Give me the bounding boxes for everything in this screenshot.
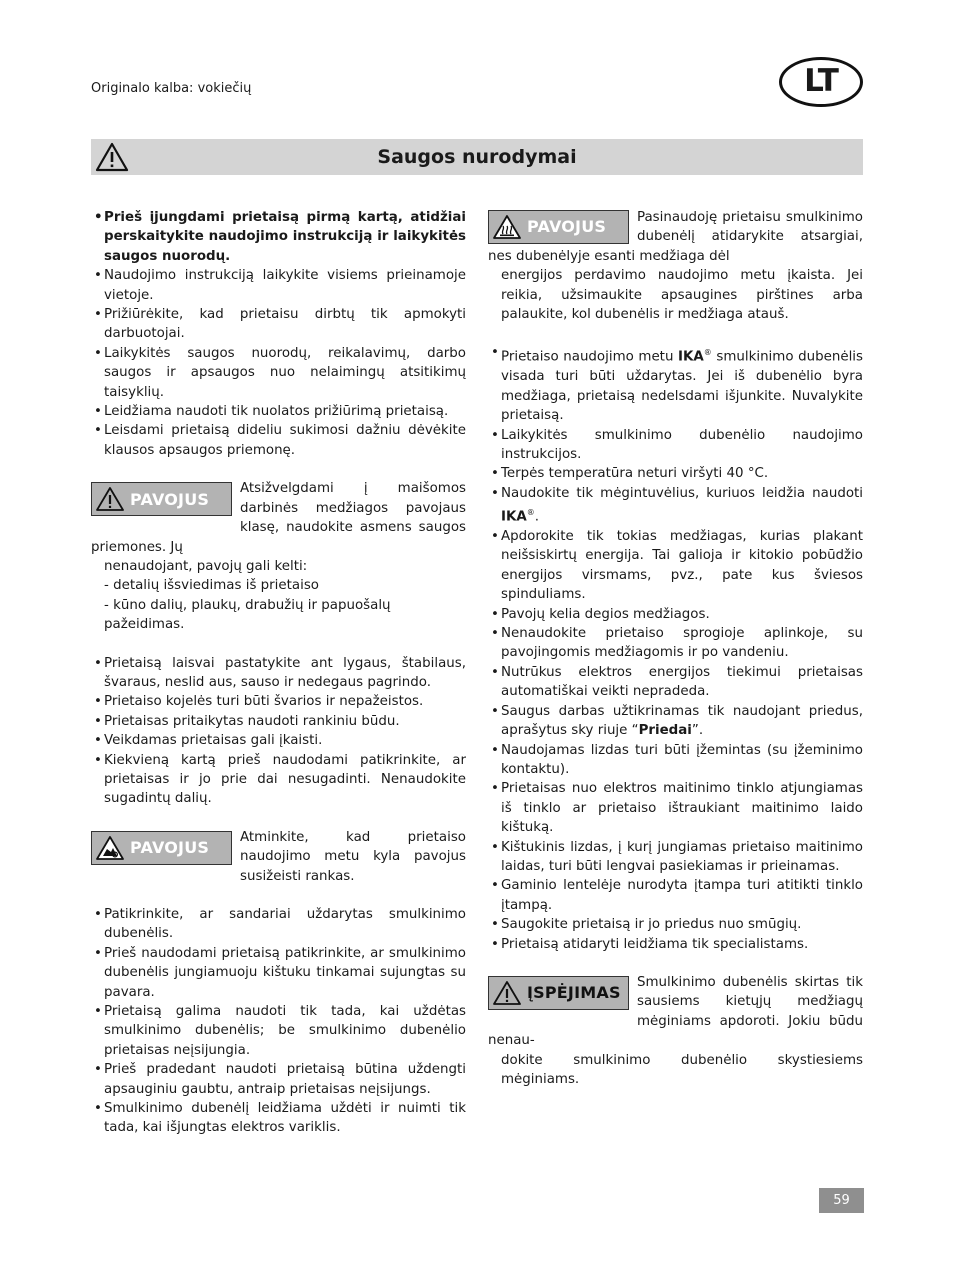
hazard-notice-hands bbox=[91, 828, 466, 886]
list-item-ika-tubes: • Naudokite tik mėgintuvėlius, kuriuos leidžia naudoti IKA®. bbox=[488, 484, 863, 527]
list-item-accessories: • Saugus darbas užtikrinamas tik naudojant priedus, aprašytus sky riuje “Priedai”. bbox=[488, 702, 863, 741]
list-item: • Smulkinimo dubenėlį leidžiama uždėti ir nuimti tik tada, kai išjungtas elektros variklis. bbox=[91, 1099, 466, 1138]
warning-label: ĮSPĖJIMAS bbox=[527, 983, 621, 1003]
hazard-item: - kūno dalių, plaukų, drabužių ir papuošalų pažeidimas. bbox=[104, 597, 391, 633]
bullet-list-setup bbox=[91, 654, 466, 809]
list-item: • Naudojimo instrukciją laikykite visiems prieinamoje vietoje. bbox=[91, 266, 466, 305]
list-item: • Kiekvieną kartą prieš naudodami patikrinkite, ar prietaisas ir jo prie dai nesugadinti. Nenaudokite sugadintų dalių. bbox=[91, 751, 466, 809]
list-item: • Prietaiso kojelės turi būti švarios ir nepažeistos. bbox=[91, 692, 466, 711]
list-item: • Prižiūrėkite, kad prietaisu dirbtų tik apmokyti darbuotojai. bbox=[91, 305, 466, 344]
list-item: • Kištukinis lizdas, į kurį jungiamas prietaiso maitinimo laidas, turi būti lengvai pasiekiamas ir prieinamas. bbox=[488, 838, 863, 877]
hazard-text: Atsižvelgdami į maišomos darbinės medžiagos pavojaus klasę, naudokite asmens saugos priemones. Jų bbox=[91, 481, 466, 555]
list-item: • Saugokite prietaisą ir jo priedus nuo smūgių. bbox=[488, 915, 863, 934]
bullet-list-bowl bbox=[91, 905, 466, 1138]
list-item: • Naudojamas lizdas turi būti įžemintas (su įžeminimo kontaktu). bbox=[488, 741, 863, 780]
section-title-bar bbox=[91, 139, 863, 175]
danger-label: PAVOJUS bbox=[130, 838, 210, 858]
list-item: • Apdorokite tik tokias medžiagas, kurias plakant neišsiskirtų energija. Tai galioja ir kitokio pobūdžio energijos virsmams, pvz., pate kus šviesos spinduliams. bbox=[488, 527, 863, 605]
list-item: • Leisdami prietaisą dideliu sukimosi dažniu dėvėkite klausos apsaugos priemonę. bbox=[91, 421, 466, 460]
warning-triangle-icon bbox=[492, 980, 522, 1006]
list-item: • Prietaisą galima naudoti tik tada, kai uždėtas smulkinimo dubenėlis; be smulkinimo dubenėlio prietaisas neįsijungia. bbox=[91, 1002, 466, 1060]
danger-label: PAVOJUS bbox=[527, 217, 607, 237]
list-item: • Nutrūkus elektros energijos tiekimui prietaisas automatiškai veikti nepradeda. bbox=[488, 663, 863, 702]
list-item: • Gaminio lentelėje nurodyta įtampa turi atitikti tinklo įtampą. bbox=[488, 876, 863, 915]
warning-label-box bbox=[488, 976, 629, 1010]
hazard-text: Pasinaudoję prietaisu smulkinimo dubenėlį atidarykite atsargiai, nes dubenėlyje esanti medžiaga dėl bbox=[488, 210, 863, 264]
right-column bbox=[488, 208, 863, 1089]
hazard-text-continued: energijos perdavimo naudojimo metu įkaista. Jei reikia, užsimaukite apsaugines pirštines arba palaukite, kol dubenėlis ir medžiaga atauš. bbox=[501, 268, 863, 323]
page-number: 59 bbox=[819, 1188, 864, 1213]
bullet-list-general bbox=[91, 266, 466, 460]
list-item: • Prietaisas pritaikytas naudoti rankiniu būdu. bbox=[91, 712, 466, 731]
list-item: • Prietaisas nuo elektros maitinimo tinklo atjungiamas iš tinklo ar prietaiso ištraukiant maitinimo laido kištuką. bbox=[488, 779, 863, 837]
list-item: • Nenaudokite prietaiso sprogioje aplinkoje, su pavojingomis medžiagomis ir po vandeniu. bbox=[488, 624, 863, 663]
intro-instruction: • Prieš įjungdami prietaisą pirmą kartą, atidžiai perskaitykite naudojimo instrukciją ir laikykitės saugos nuorodų. bbox=[91, 208, 466, 266]
danger-label-box bbox=[91, 482, 232, 516]
hazard-text: Atminkite, kad prietaiso naudojimo metu kyla pavojus susižeisti rankas. bbox=[240, 829, 466, 884]
hazard-item: - detalių išsviedimas iš prietaiso bbox=[104, 578, 319, 594]
hazard-notice-hot-material bbox=[488, 208, 863, 324]
list-item: • Veikdamas prietaisas gali įkaisti. bbox=[91, 731, 466, 750]
language-badge: LT bbox=[779, 57, 863, 107]
list-item: • Prietaisą atidaryti leidžiama tik specialistams. bbox=[488, 935, 863, 954]
list-item: • Leidžiama naudoti tik nuolatos prižiūrimą prietaisą. bbox=[91, 402, 466, 421]
brand-name: IKA bbox=[501, 509, 527, 525]
list-item: • Laikykitės saugos nuorodų, reikalavimų, darbo saugos ir apsaugos nuo nelaimingų atsitikimų taisyklių. bbox=[91, 344, 466, 402]
hand-injury-warning-icon bbox=[95, 835, 125, 861]
list-item: • Prieš pradedant naudoti prietaisą būtina uždengti apsauginiu gaubtu, antraip prietaisas neįsijungs. bbox=[91, 1060, 466, 1099]
list-item: • Prietaisą laisvai pastatykite ant lygaus, štabilaus, švaraus, neslid aus, sauso ir nedegaus pagrindo. bbox=[91, 654, 466, 693]
hazard-text-continued: nenaudojant, pavojų gali kelti: bbox=[104, 558, 308, 574]
list-item-ika-bowl: • Prietaiso naudojimo metu IKA® smulkinimo dubenėlis visada turi būti uždarytas. Jei iš dubenėlio byra medžiaga, prietaisą nedelsdami išjunkite. Nuvalykite prietaisą. bbox=[488, 343, 863, 425]
hot-surface-warning-icon bbox=[492, 214, 522, 240]
list-item: • Terpės temperatūra neturi viršyti 40 °C. bbox=[488, 464, 863, 483]
list-item: • Patikrinkite, ar sandariai uždarytas smulkinimo dubenėlis. bbox=[91, 905, 466, 944]
list-item: • Pavojų kelia degios medžiagos. bbox=[488, 605, 863, 624]
warning-text-continued: dokite smulkinimo dubenėlio skystiesiems mėginiams. bbox=[501, 1052, 863, 1087]
warning-notice-dry-samples bbox=[488, 973, 863, 1089]
page-title: Saugos nurodymai bbox=[377, 146, 577, 168]
danger-label-box bbox=[91, 831, 232, 865]
left-column bbox=[91, 208, 466, 1138]
list-item: • Laikykitės smulkinimo dubenėlio naudojimo instrukcijos. bbox=[488, 426, 863, 465]
warning-triangle-icon bbox=[95, 486, 125, 512]
brand-name: IKA bbox=[678, 349, 704, 365]
warning-text: Smulkinimo dubenėlis skirtas tik sausiems kietųjų medžiagų mėginiams apdoroti. Jokiu būdu nenau- bbox=[488, 974, 863, 1049]
danger-label: PAVOJUS bbox=[130, 489, 210, 509]
hazard-notice-ppe bbox=[91, 479, 466, 634]
original-language-note: Originalo kalba: vokiečių bbox=[91, 81, 252, 96]
danger-label-box bbox=[488, 210, 629, 244]
list-item: • Prieš naudodami prietaisą patikrinkite, ar smulkinimo dubenėlis jungiamuoju kištuku tinkamai sujungtas su pavara. bbox=[91, 944, 466, 1002]
